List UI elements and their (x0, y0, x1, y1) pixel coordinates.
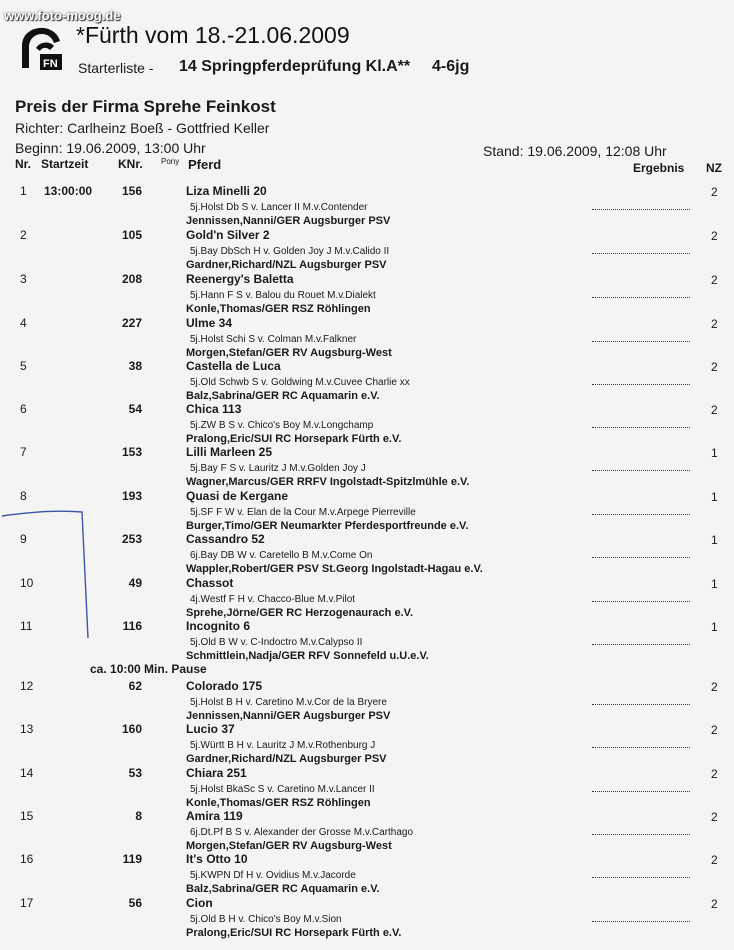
start-number: 13 (20, 722, 34, 736)
horse-name: Chica 113 (186, 402, 242, 416)
horse-name: Liza Minelli 20 (186, 184, 267, 198)
start-number: 14 (20, 766, 34, 780)
result-line (592, 253, 690, 254)
nz-value: 2 (711, 810, 718, 824)
result-line (592, 557, 690, 558)
horse-name: Castella de Luca (186, 359, 281, 373)
rider: Sprehe,Jörne/GER RC Herzogenaurach e.V. (186, 607, 413, 619)
horse-details: 5j.Bay F S v. Lauritz J M.v.Golden Joy J (190, 463, 366, 474)
head-number: 119 (122, 852, 142, 866)
horse-name: Cion (186, 896, 213, 910)
start-number: 17 (20, 896, 34, 910)
result-line (592, 704, 690, 705)
horse-name: Chassot (186, 576, 234, 590)
start-number: 10 (20, 576, 34, 590)
horse-name: Cassandro 52 (186, 532, 265, 546)
rider: Gardner,Richard/NZL Augsburger PSV (186, 259, 387, 271)
horse-name: It's Otto 10 (186, 852, 248, 866)
result-line (592, 209, 690, 210)
start-number: 11 (20, 619, 33, 633)
horse-details: 5j.Hann F S v. Balou du Rouet M.v.Dialekt (190, 290, 376, 301)
head-number: 56 (128, 896, 142, 910)
result-line (592, 601, 690, 602)
rider: Wagner,Marcus/GER RRFV Ingolstadt-Spitzlmühle e.V. (186, 476, 470, 488)
judges: Richter: Carlheinz Boeß - Gottfried Keller (15, 120, 270, 136)
column-ergebnis: Ergebnis (633, 161, 685, 175)
list-label: Starterliste - (78, 60, 154, 76)
head-number: 8 (135, 809, 142, 823)
head-number: 253 (121, 532, 142, 546)
result-line (592, 514, 690, 515)
result-line (592, 341, 690, 342)
head-number: 54 (128, 402, 142, 416)
column-nr: Nr. (15, 157, 32, 171)
horse-name: Lucio 37 (186, 722, 235, 736)
start-number: 16 (20, 852, 34, 866)
result-line (592, 470, 690, 471)
horse-name: Colorado 175 (186, 679, 263, 693)
horse-name: Amira 119 (186, 809, 243, 823)
head-number: 153 (121, 445, 142, 459)
nz-value: 2 (711, 360, 718, 374)
horse-details: 5j.SF F W v. Elan de la Cour M.v.Arpege Pierreville (190, 507, 416, 518)
horse-name: Incognito 6 (186, 619, 250, 633)
column-knr: KNr. (118, 157, 143, 171)
nz-value: 2 (711, 853, 718, 867)
start-time: Beginn: 19.06.2009, 13:00 Uhr (15, 140, 206, 156)
class-code: 4-6jg (432, 58, 470, 75)
head-number: 156 (121, 184, 142, 198)
fn-logo (16, 24, 66, 72)
start-number: 2 (20, 228, 27, 242)
rider: Burger,Timo/GER Neumarkter Pferdesportfreunde e.V. (186, 520, 469, 532)
nz-value: 1 (711, 490, 718, 504)
rider: Jennissen,Nanni/GER Augsburger PSV (186, 215, 391, 227)
start-number: 7 (20, 445, 27, 459)
result-line (592, 427, 690, 428)
start-number: 9 (20, 532, 27, 546)
horse-name: Quasi de Kergane (186, 489, 289, 503)
rider: Balz,Sabrina/GER RC Aquamarin e.V. (186, 390, 380, 402)
head-number: 105 (121, 228, 142, 242)
rider: Pralong,Eric/SUI RC Horsepark Fürth e.V. (186, 433, 402, 445)
nz-value: 2 (711, 273, 718, 287)
logo-text: FN (43, 58, 58, 70)
horse-details: 5j.KWPN Df H v. Ovidius M.v.Jacorde (190, 870, 356, 881)
rider: Schmittlein,Nadja/GER RFV Sonnefeld u.U.e.V. (186, 650, 429, 662)
nz-value: 2 (711, 723, 718, 737)
rider: Konle,Thomas/GER RSZ Röhlingen (186, 303, 371, 315)
horse-details: 4j.Westf F H v. Chacco-Blue M.v.Pilot (190, 594, 356, 605)
rider: Balz,Sabrina/GER RC Aquamarin e.V. (186, 883, 380, 895)
horse-details: 5j.Old Schwb S v. Goldwing M.v.Cuvee Charlie xx (190, 377, 410, 388)
watermark: www.foto-moog.de (4, 8, 121, 23)
nz-value: 2 (711, 185, 718, 199)
horse-details: 5j.Holst B H v. Caretino M.v.Cor de la Bryere (190, 697, 387, 708)
result-line (592, 747, 690, 748)
nz-value: 2 (711, 680, 718, 694)
sponsor-title: Preis der Firma Sprehe Feinkost (15, 97, 276, 116)
horse-details: 5j.ZW B S v. Chico's Boy M.v.Longchamp (190, 420, 374, 431)
column-startzeit: Startzeit (41, 157, 89, 171)
horse-details: 5j.Old B W v. C-Indoctro M.v.Calypso II (190, 637, 363, 648)
nz-value: 1 (711, 446, 718, 460)
nz-value: 2 (711, 229, 718, 243)
nz-value: 2 (711, 403, 718, 417)
result-line (592, 877, 690, 878)
nz-value: 2 (711, 317, 718, 331)
start-number: 6 (20, 402, 27, 416)
horse-name: Ulme 34 (186, 316, 233, 330)
column-pony: Pony (161, 157, 180, 166)
head-number: 49 (128, 576, 142, 590)
horse-details: 5j.Holst Schi S v. Colman M.v.Falkner (190, 334, 357, 345)
head-number: 53 (128, 766, 142, 780)
rider: Morgen,Stefan/GER RV Augsburg-West (186, 840, 392, 852)
rider: Konle,Thomas/GER RSZ Röhlingen (186, 797, 371, 809)
rider: Pralong,Eric/SUI RC Horsepark Fürth e.V. (186, 927, 402, 939)
start-number: 12 (20, 679, 34, 693)
result-line (592, 791, 690, 792)
result-line (592, 921, 690, 922)
nz-value: 2 (711, 897, 718, 911)
start-number: 15 (20, 809, 34, 823)
start-number: 1 (20, 184, 27, 198)
event-title: *Fürth vom 18.-21.06.2009 (76, 22, 350, 48)
horse-details: 6j.Bay DB W v. Caretello B M.v.Come On (190, 550, 373, 561)
head-number: 62 (128, 679, 142, 693)
horse-name: Chiara 251 (186, 766, 247, 780)
result-line (592, 297, 690, 298)
horse-name: Gold'n Silver 2 (186, 228, 270, 242)
horse-details: 5j.Old B H v. Chico's Boy M.v.Sion (190, 914, 342, 925)
horse-details: 5j.Holst BkaSc S v. Caretino M.v.Lancer II (190, 784, 375, 795)
nz-value: 2 (711, 767, 718, 781)
horse-details: 5j.Württ B H v. Lauritz J M.v.Rothenburg J (190, 740, 376, 751)
horse-name: Reenergy's Baletta (186, 272, 294, 286)
head-number: 38 (128, 359, 142, 373)
start-number: 3 (20, 272, 27, 286)
result-line (592, 834, 690, 835)
result-line (592, 384, 690, 385)
column-nz: NZ (706, 161, 722, 175)
start-number: 4 (20, 316, 27, 330)
start-number: 5 (20, 359, 27, 373)
nz-value: 1 (711, 533, 718, 547)
nz-value: 1 (711, 620, 718, 634)
nz-value: 1 (711, 577, 718, 591)
result-line (592, 644, 690, 645)
head-number: 193 (121, 489, 142, 503)
pause-note: ca. 10:00 Min. Pause (90, 662, 207, 676)
rider: Gardner,Richard/NZL Augsburger PSV (186, 753, 387, 765)
stand-time: Stand: 19.06.2009, 12:08 Uhr (483, 143, 667, 159)
rider: Morgen,Stefan/GER RV Augsburg-West (186, 347, 392, 359)
head-number: 227 (121, 316, 142, 330)
head-number: 116 (122, 619, 142, 633)
horse-name: Lilli Marleen 25 (186, 445, 273, 459)
horse-details: 6j.Dt.Pf B S v. Alexander der Grosse M.v.Carthago (190, 827, 414, 838)
horse-details: 5j.Bay DbSch H v. Golden Joy J M.v.Calido II (190, 246, 390, 257)
head-number: 208 (121, 272, 142, 286)
rider: Jennissen,Nanni/GER Augsburger PSV (186, 710, 391, 722)
start-number: 8 (20, 489, 27, 503)
competition-title: 14 Springpferdeprüfung Kl.A** (179, 58, 411, 75)
head-number: 160 (121, 722, 142, 736)
start-time-cell: 13:00:00 (44, 184, 93, 198)
rider: Wappler,Robert/GER PSV St.Georg Ingolstadt-Hagau e.V. (186, 563, 483, 575)
horse-details: 5j.Holst Db S v. Lancer II M.v.Contender (190, 202, 368, 213)
column-pferd: Pferd (188, 157, 222, 172)
